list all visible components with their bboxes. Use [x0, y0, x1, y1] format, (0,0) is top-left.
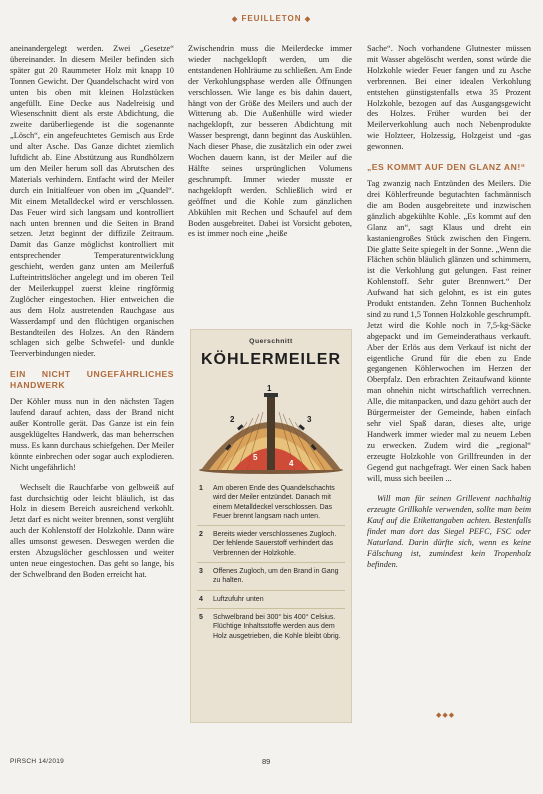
- legend-number: 1: [199, 485, 203, 492]
- footer-magazine: PIRSCH 14/2019: [10, 758, 65, 765]
- infobox-legend: [197, 480, 345, 645]
- subheading: EIN NICHT UNGEFÄHRLICHES HANDWERK: [10, 369, 174, 391]
- legend-item: [197, 526, 345, 563]
- legend-item: [197, 591, 345, 609]
- diagram-number-4: 4: [289, 459, 294, 468]
- diamond-icon: ◆: [304, 16, 312, 23]
- diagram-number-5: 5: [253, 453, 258, 462]
- column-3: [367, 44, 531, 571]
- column-2: [188, 44, 352, 240]
- infobox-koehlermeiler: [190, 329, 352, 723]
- header-bar: [0, 0, 543, 40]
- diamond-icon: ◆: [231, 16, 239, 23]
- legend-item: [197, 609, 345, 645]
- end-mark-icon: ◆◆◆: [436, 711, 456, 719]
- legend-text: Am oberen Ende des Quandelschachts wird der Meiler entzündet. Danach mit einem Metalldeckel verschlossen. Das Feuer brennt langsam nach unten.: [213, 485, 335, 520]
- legend-text: Luftzufuhr unten: [213, 595, 264, 603]
- paragraph: aneinandergelegt werden. Zwei „Gesetze“ übereinander. In diesem Meiler befinden sich später gut 20 Raummeter Holz mit knapp 10 Tonnen Gewicht. Der Quandelschacht wird von unten bis oben mit kleinen Holzstücken angefüllt. Eine Decke aus Nadelreisig und Wiesenschnitt dient als erste Abdichtung, die zweite darüberliegende ist die sogenannte „Lösch“, ein angefeuchtetes Gemisch aus Erde und alter Asche. Das Ganze dichtet ziemlich luftdicht ab. Eine Abstützung aus Rundhölzern um den Meiler herum soll das Abrutschen des Materials verhindern. Entfacht wird der Meiler durch ein Initialfeuer von oben im „Quandel“. Mit einem Metalldeckel wird er verschlossen. Das Feuer wird sich langsam und kontrolliert nach unten brennen und die Seiten in Brand setzen. Jetzt beginnt der diffizile Zeitraum. Damit das Ganze möglichst kontrolliert mit entsprechender Temperaturentwicklung geschieht, werden ganz unten am Meilerfuß Lufteintrittslöcher angelegt und im oberen Teil der Meilerkuppel zuerst kleine ringförmig Zuglöcher eingestochen. Hier entweichen die aus dem Holz austretenden Rauchgase aus Wasserdampf und den flüchtigen organischen Bestandteilen des Holzes. An den Rändern schlagen sich gelbe Schwefel- und dunkle Teerverbindungen nieder.: [10, 44, 174, 359]
- legend-text: Schwelbrand bei 300° bis 400° Celsius. Flüchtige Inhaltsstoffe werden aus dem Holz ausgetrieben, die Kohle bleibt übrig.: [213, 613, 341, 640]
- kiln-cross-section-diagram: [197, 382, 345, 474]
- legend-text: Offenes Zugloch, um den Brand in Gang zu halten.: [213, 568, 339, 585]
- paragraph: Tag zwanzig nach Entzünden des Meilers. Die drei Köhlerfreunde begutachten fachmännisch die am Boden ausgebreitete und inzwischen gänzlich abgekühlte Kohle. „Es kommt auf den Glanz an“, sagt Klaus und dreht ein kastaniengroßes Stück zwischen den Fingern. Die glatte Seite spiegelt in der Sonne. „Wenn die Flächen schön bläulich glänzen und schimmern, ist die Verkohlung gut gelungen. Fast reiner Kohlenstoff. Sehr guter Brennwert.“ Der Aufwand hat sich gelohnt, es ist ein gutes Produkt entstanden. Zehn Tonnen Buchenholz sind zu rund 1,5 Tonnen Holzkohle geschrumpft. Jetzt wird die Kohle noch in 7,5-kg-Säcke abgepackt und im Gemeinderathaus verkauft. Aber der Erlös aus dem Verkauf ist nicht der eigentliche Grund für die eben zu Ende gegangenen Köhlerwochen im Herzen der Oberpfalz. Den erbrachten Zeitaufwand könnte man ohnehin nicht wirtschaftlich verrechnen. Alle, die mitanpacken, und dazu gehört auch der Bürgermeister der Gemeinde, haben einfach sehr viel Spaß daran, dieses alte, urige Handwerk immer wieder mal zu neuem Leben zu erwecken. Zudem wird die „regional“ erzeugte Holzkohle von Grillfreunden in der Gegend gut nachgefragt. Wer einen Sack haben will, muss sich beeilen ...: [367, 179, 531, 483]
- legend-number: 4: [199, 595, 203, 603]
- legend-number: 3: [199, 568, 203, 576]
- column-1: [10, 44, 174, 581]
- diagram-number-1: 1: [267, 384, 272, 393]
- legend-text: Bereits wieder verschlossenes Zugloch. Der fehlende Sauerstoff verhindert das Verbrennen der Holzkohle.: [213, 531, 337, 557]
- diagram-number-2: 2: [230, 415, 235, 424]
- paragraph: Sache“. Noch vorhandene Glutnester müssen mit Wasser abgelöscht werden, sonst würde die Holzkohle wieder Feuer fangen und zu Asche verbrennen. Bei einer idealen Verkohlung entstehen günstigstenfalls etwa 35 Prozent Holzkohle, bezogen auf das Ausgangsgewicht des Holzes. Früher wurden bei der Meilerverkohlung auch noch Nebenprodukte wie Holzteer, Holzessig, Holzgeist und -gas gewonnen.: [367, 44, 531, 152]
- section-title: FEUILLETON: [241, 14, 302, 23]
- legend-item: [197, 563, 345, 591]
- section-header: [0, 14, 543, 23]
- diagram-number-3: 3: [307, 415, 312, 424]
- infobox-title: KÖHLERMEILER: [201, 351, 341, 368]
- subheading: „ES KOMMT AUF DEN GLANZ AN!“: [367, 162, 526, 173]
- paragraph: Der Köhler muss nun in den nächsten Tagen laufend darauf achten, dass der Brand nicht außer Kontrolle gerät. Das Ganze ist ein fein ausgeklügeltes Handwerk, das man beherrschen muss. Es kann durchaus schiefgehen. Der Meiler könnte einbrechen oder sogar auch explodieren. Nicht ungefährlich!: [10, 397, 174, 472]
- infobox-kicker: Querschnitt: [249, 338, 293, 345]
- paragraph: Zwischendrin muss die Meilerdecke immer wieder nachgeklopft werden, um die entstandenen Hohlräume zu schließen. Am Ende der Verkohlungsphase werden alle Öffnungen verschlossen. Wie lange es bis dahin dauert, hängt von der Größe des Meilers und auch der Witterung ab. Die Außenhülle wird wieder nachgeklopft, zur besseren Abdichtung mit Wasser besprengt, dann beginnt das Auskühlen. Nach dieser Phase, die zusätzlich ein oder zwei Wochen dauern kann, ist der Meiler auf die Hälfte seines ursprünglichen Volumens geschrumpft. Immer wieder musste er nachgeklopft werden. Schließlich wird er geöffnet und die Kohle zum gänzlichen Abkühlen mit Rechen und Schaufel auf dem Boden ausgebreitet. Dabei ist Vorsicht geboten, es ist immer noch eine „heiße: [188, 44, 352, 239]
- legend-number: 2: [199, 531, 203, 539]
- paragraph: Wechselt die Rauchfarbe von gelbweiß auf fast durchsichtig oder leicht bläulich, ist das Holz in diesem Bereich ausreichend verkohlt. Jetzt darf es nicht weiter brennen, sonst verglüht auch der Kohlenstoff der Holzkohle. Dann wäre alles umsonst gewesen. Deswegen werden die ersten Abzugslöcher geschlossen und weiter unten neue eingestochen. Das geht so lange, bis der Schwelbrand den Boden erreicht hat.: [10, 482, 174, 579]
- tip-paragraph: Will man für seinen Grillevent nachhaltig erzeugte Grillkohle verwenden, sollte man beim Kauf auf die Etikettangaben achten. Bestenfalls findet man dort das Siegel PEFC, FSC oder Naturland. Darin dürfte sich, wenn es keine Fälschung ist, zumindest kein Tropenholz befinden.: [367, 494, 531, 569]
- page-number: 89: [262, 757, 271, 766]
- legend-item: [197, 480, 345, 526]
- legend-number: 5: [199, 613, 203, 621]
